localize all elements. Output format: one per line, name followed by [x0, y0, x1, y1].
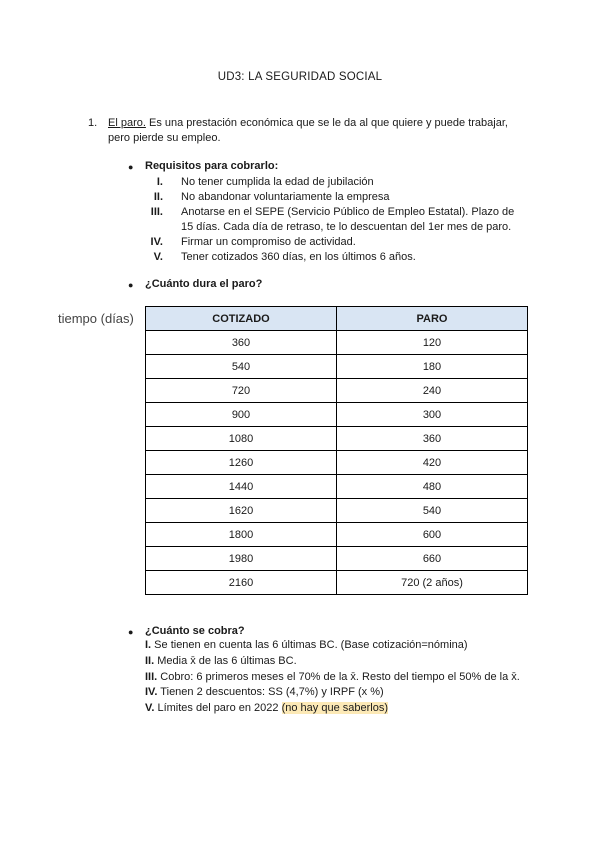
list-number: V.	[145, 702, 155, 715]
list-item	[145, 654, 545, 670]
duracion-heading: ¿Cuánto dura el paro?	[145, 278, 263, 290]
cell-cotizado: 1620	[146, 499, 337, 523]
table-row	[146, 355, 528, 379]
list-number: 1.	[88, 117, 98, 129]
cobro-heading: ¿Cuánto se cobra?	[145, 625, 245, 637]
table-row	[146, 403, 528, 427]
definition-line-1: Es una prestación económica que se le da al que quiere y puede trabajar,	[145, 117, 508, 129]
list-number: IV.	[145, 686, 158, 699]
cobro-list	[145, 638, 545, 717]
table-row	[146, 331, 528, 355]
cell-cotizado: 1980	[146, 547, 337, 571]
cell-paro: 540	[337, 499, 528, 523]
cell-paro: 480	[337, 475, 528, 499]
list-item-text: No abandonar voluntariamente la empresa	[181, 191, 390, 203]
highlighted-note: (no hay que saberlos)	[281, 702, 388, 715]
cell-paro: 420	[337, 451, 528, 475]
list-item-text: Límites del paro en 2022	[154, 702, 282, 715]
column-header-paro: PARO	[337, 307, 528, 331]
list-item	[145, 205, 525, 235]
list-number: III.	[145, 670, 158, 683]
cell-paro: 120	[337, 331, 528, 355]
list-number: III.	[150, 206, 163, 218]
cell-paro: 180	[337, 355, 528, 379]
table-header-row	[146, 307, 528, 331]
list-item-text: No tener cumplida la edad de jubilación	[181, 176, 374, 188]
table-row	[146, 499, 528, 523]
requisitos-heading: Requisitos para cobrarlo:	[145, 160, 279, 172]
column-header-cotizado: COTIZADO	[146, 307, 337, 331]
list-item	[145, 250, 525, 265]
bullet-icon: ●	[128, 627, 134, 637]
bullet-icon: ●	[128, 162, 134, 172]
cell-cotizado: 1440	[146, 475, 337, 499]
definition-line-2: pero pierde su empleo.	[108, 132, 221, 144]
list-item	[145, 701, 545, 717]
list-item	[145, 175, 525, 190]
list-item	[145, 190, 525, 205]
list-item-text: Se tienen en cuenta las 6 últimas BC. (Base cotización=nómina)	[151, 639, 468, 651]
list-item-text: Tener cotizados 360 días, en los últimos 6 años.	[181, 251, 416, 263]
list-item	[145, 638, 545, 654]
table-row	[146, 547, 528, 571]
cell-paro: 360	[337, 427, 528, 451]
cell-paro: 660	[337, 547, 528, 571]
list-item	[145, 685, 545, 701]
list-item-text: Firmar un compromiso de actividad.	[181, 236, 356, 248]
list-number: IV.	[150, 236, 163, 248]
list-item-text: Cobro: 6 primeros meses el 70% de la x̄. Resto del tiempo el 50% de la x̄.	[157, 670, 520, 683]
side-label: tiempo (días)	[58, 311, 134, 326]
list-item-text: Media x̄ de las 6 últimas BC.	[154, 654, 297, 667]
cell-cotizado: 2160	[146, 571, 337, 595]
table-row	[146, 451, 528, 475]
list-number: II.	[145, 654, 155, 667]
cell-paro: 600	[337, 523, 528, 547]
cell-cotizado: 1080	[146, 427, 337, 451]
table-row	[146, 571, 528, 595]
table-row	[146, 475, 528, 499]
list-number: II.	[153, 191, 163, 203]
list-number: I.	[145, 639, 152, 651]
requisitos-list	[145, 175, 525, 265]
cell-paro: 300	[337, 403, 528, 427]
cell-cotizado: 540	[146, 355, 337, 379]
cell-cotizado: 900	[146, 403, 337, 427]
cell-cotizado: 1260	[146, 451, 337, 475]
section-el-paro	[88, 116, 528, 146]
cell-paro: 240	[337, 379, 528, 403]
page-title: UD3: LA SEGURIDAD SOCIAL	[217, 71, 383, 83]
cell-cotizado: 1800	[146, 523, 337, 547]
duration-table	[145, 306, 528, 595]
cell-cotizado: 720	[146, 379, 337, 403]
list-number: V.	[153, 251, 163, 263]
cell-cotizado: 360	[146, 331, 337, 355]
table-row	[146, 523, 528, 547]
list-item	[145, 235, 525, 250]
bullet-icon: ●	[128, 280, 134, 290]
list-number: I.	[156, 176, 163, 188]
table-row	[146, 427, 528, 451]
term-el-paro: El paro.	[108, 117, 146, 129]
list-item	[145, 670, 545, 686]
list-item-text: Anotarse en el SEPE (Servicio Público de Empleo Estatal). Plazo de 15 días. Cada día de retraso, te lo descuentan del 1er mes de paro.	[181, 206, 515, 233]
list-item-text: Tienen 2 descuentos: SS (4,7%) y IRPF (x %)	[157, 686, 384, 699]
cell-paro: 720 (2 años)	[337, 571, 528, 595]
table-row	[146, 379, 528, 403]
